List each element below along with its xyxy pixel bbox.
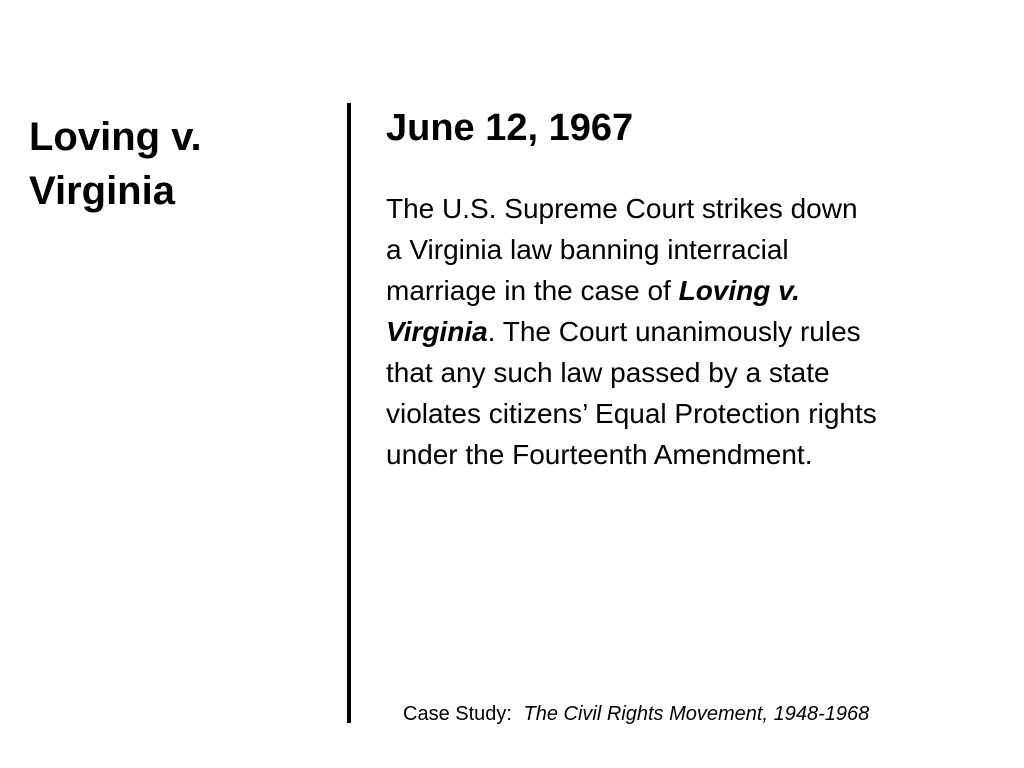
footer-caption <box>403 700 869 728</box>
body-line-1: The U.S. Supreme Court strikes down <box>386 193 858 224</box>
footer-label: Case Study: <box>403 703 512 725</box>
body-line-6: violates citizens’ Equal Protection rights <box>386 398 877 429</box>
slide-title-line2: Virginia <box>29 169 175 213</box>
body-line-5: that any such law passed by a state <box>386 357 830 388</box>
body-paragraph <box>386 188 1006 475</box>
slide-title-line1: Loving v. <box>29 115 202 159</box>
body-line-4: . The Court unanimously rules <box>487 316 861 347</box>
body-line-3: marriage in the case of <box>386 275 679 306</box>
slide-title <box>29 110 329 218</box>
body-line-2: a Virginia law banning interracial <box>386 234 789 265</box>
case-name-part2: Virginia <box>386 316 488 347</box>
vertical-divider <box>347 103 351 723</box>
date-heading: June 12, 1967 <box>386 107 634 149</box>
footer-title: The Civil Rights Movement, 1948-1968 <box>523 703 870 725</box>
case-name-part1: Loving v. <box>678 275 800 306</box>
body-line-7: under the Fourteenth Amendment. <box>386 439 813 470</box>
